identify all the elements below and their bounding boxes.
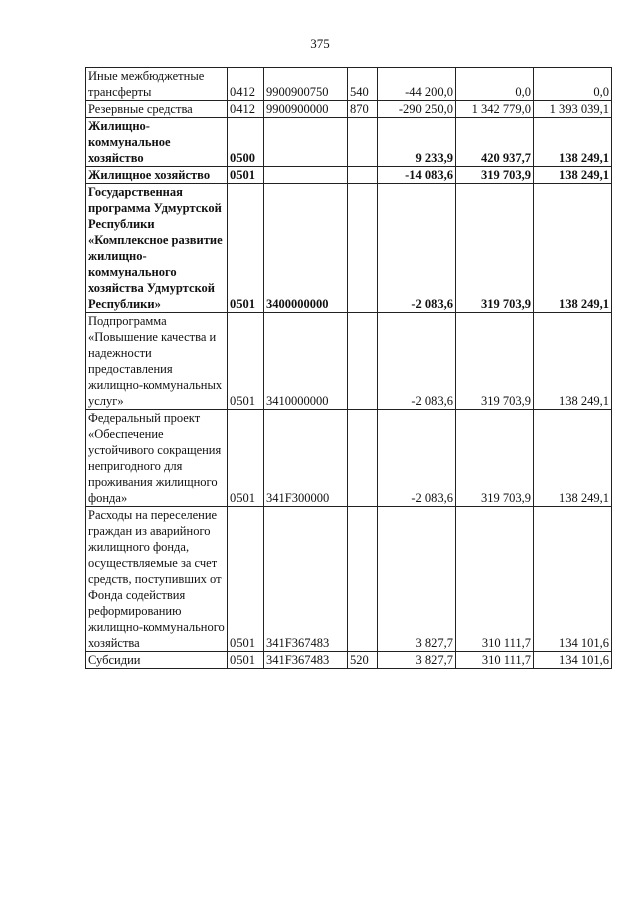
row-amount-1: -2 083,6 xyxy=(378,184,456,313)
row-section-code: 0501 xyxy=(228,507,264,652)
page-number: 375 xyxy=(310,36,330,51)
budget-table-body xyxy=(86,68,612,669)
row-amount-3: 134 101,6 xyxy=(534,507,612,652)
row-amount-3: 138 249,1 xyxy=(534,313,612,410)
row-expense-type xyxy=(348,507,378,652)
row-name: Резервные средства xyxy=(86,101,228,118)
row-name: Расходы на переселение граждан из аварийного жилищного фонда, осуществляемые за счет средств, поступивших от Фонда содействия реформированию жилищно-коммунального хозяйства xyxy=(86,507,228,652)
row-amount-1: -290 250,0 xyxy=(378,101,456,118)
table-row xyxy=(86,167,612,184)
row-section-code: 0501 xyxy=(228,184,264,313)
row-expense-type xyxy=(348,184,378,313)
row-amount-2: 420 937,7 xyxy=(456,118,534,167)
row-target-article: 341F367483 xyxy=(264,507,348,652)
row-amount-3: 0,0 xyxy=(534,68,612,101)
row-amount-1: -2 083,6 xyxy=(378,313,456,410)
table-row xyxy=(86,652,612,669)
row-section-code: 0412 xyxy=(228,101,264,118)
row-amount-3: 134 101,6 xyxy=(534,652,612,669)
row-amount-2: 310 111,7 xyxy=(456,507,534,652)
row-amount-3: 138 249,1 xyxy=(534,410,612,507)
row-expense-type xyxy=(348,313,378,410)
row-section-code: 0501 xyxy=(228,410,264,507)
row-section-code: 0500 xyxy=(228,118,264,167)
row-amount-3: 138 249,1 xyxy=(534,184,612,313)
row-amount-2: 319 703,9 xyxy=(456,167,534,184)
row-target-article: 9900900000 xyxy=(264,101,348,118)
row-name: Государственная программа Удмуртской Республики «Комплексное развитие жилищно-коммунального хозяйства Удмуртской Республики» xyxy=(86,184,228,313)
row-amount-2: 319 703,9 xyxy=(456,313,534,410)
table-row xyxy=(86,507,612,652)
row-expense-type xyxy=(348,118,378,167)
table-row xyxy=(86,410,612,507)
row-amount-1: 9 233,9 xyxy=(378,118,456,167)
row-target-article: 341F367483 xyxy=(264,652,348,669)
row-amount-1: -44 200,0 xyxy=(378,68,456,101)
row-expense-type: 520 xyxy=(348,652,378,669)
row-section-code: 0412 xyxy=(228,68,264,101)
row-name: Субсидии xyxy=(86,652,228,669)
row-amount-2: 0,0 xyxy=(456,68,534,101)
row-expense-type: 540 xyxy=(348,68,378,101)
table-row xyxy=(86,101,612,118)
row-amount-2: 319 703,9 xyxy=(456,410,534,507)
row-section-code: 0501 xyxy=(228,652,264,669)
row-name: Подпрограмма «Повышение качества и надежности предоставления жилищно-коммунальных услуг» xyxy=(86,313,228,410)
table-row xyxy=(86,313,612,410)
row-name: Жилищно-коммунальное хозяйство xyxy=(86,118,228,167)
budget-table xyxy=(85,67,612,669)
row-target-article: 3410000000 xyxy=(264,313,348,410)
row-amount-1: -14 083,6 xyxy=(378,167,456,184)
row-amount-3: 138 249,1 xyxy=(534,167,612,184)
row-target-article xyxy=(264,167,348,184)
row-amount-2: 1 342 779,0 xyxy=(456,101,534,118)
row-target-article: 9900900750 xyxy=(264,68,348,101)
row-name: Федеральный проект «Обеспечение устойчивого сокращения непригодного для проживания жилищного фонда» xyxy=(86,410,228,507)
row-amount-3: 1 393 039,1 xyxy=(534,101,612,118)
row-amount-1: 3 827,7 xyxy=(378,507,456,652)
table-row xyxy=(86,118,612,167)
row-amount-1: 3 827,7 xyxy=(378,652,456,669)
row-target-article: 3400000000 xyxy=(264,184,348,313)
table-row xyxy=(86,184,612,313)
row-amount-2: 310 111,7 xyxy=(456,652,534,669)
row-amount-2: 319 703,9 xyxy=(456,184,534,313)
row-section-code: 0501 xyxy=(228,313,264,410)
row-target-article xyxy=(264,118,348,167)
table-row xyxy=(86,68,612,101)
row-expense-type xyxy=(348,410,378,507)
row-amount-3: 138 249,1 xyxy=(534,118,612,167)
row-amount-1: -2 083,6 xyxy=(378,410,456,507)
row-section-code: 0501 xyxy=(228,167,264,184)
row-expense-type: 870 xyxy=(348,101,378,118)
row-expense-type xyxy=(348,167,378,184)
row-target-article: 341F300000 xyxy=(264,410,348,507)
row-name: Иные межбюджетные трансферты xyxy=(86,68,228,101)
row-name: Жилищное хозяйство xyxy=(86,167,228,184)
